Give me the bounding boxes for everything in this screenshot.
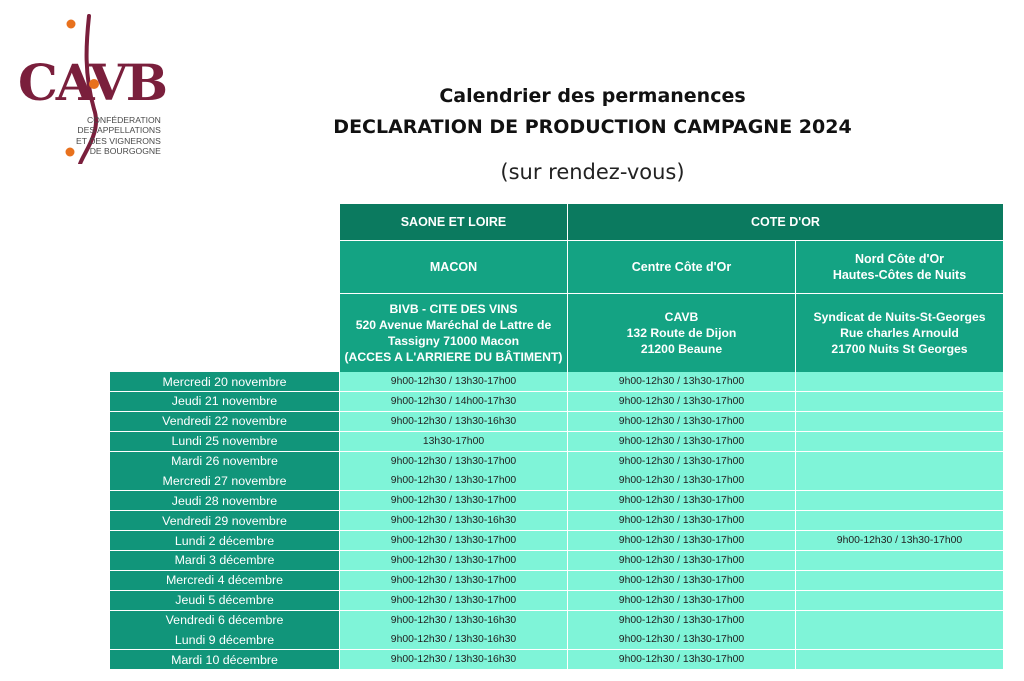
row-slot-centre: 9h00-12h30 / 13h30-17h00 (568, 591, 796, 611)
row-slot-centre: 9h00-12h30 / 13h30-17h00 (568, 471, 796, 491)
row-date: Vendredi 22 novembre (110, 412, 340, 432)
logo-line: DES APPELLATIONS (77, 125, 161, 136)
row-slot-nord (796, 611, 1004, 631)
row-slot-nord (796, 432, 1004, 452)
page-title: Calendrier des permanences (439, 85, 746, 107)
address-line: 520 Avenue Maréchal de Lattre de (355, 318, 552, 332)
row-slot-centre: 9h00-12h30 / 13h30-17h00 (568, 491, 796, 511)
row-slot-nord (796, 412, 1004, 432)
address-line: 132 Route de Dijon (626, 326, 737, 340)
row-slot-nord (796, 511, 1004, 531)
row-slot-macon: 9h00-12h30 / 13h30-17h00 (340, 452, 568, 472)
row-slot-centre: 9h00-12h30 / 13h30-17h00 (568, 531, 796, 551)
zone-nord-line: Nord Côte d'Or (854, 252, 945, 266)
row-date: Mardi 26 novembre (110, 452, 340, 472)
address-line: CAVB (664, 310, 699, 324)
row-slot-nord (796, 551, 1004, 571)
address-nord (796, 293, 1004, 372)
logo-line: ET DES VIGNERONS (76, 135, 161, 146)
zone-centre-cote-d-or: Centre Côte d'Or (568, 240, 796, 293)
row-date: Mercredi 4 décembre (110, 571, 340, 591)
row-date: Vendredi 29 novembre (110, 511, 340, 531)
row-slot-centre: 9h00-12h30 / 13h30-17h00 (568, 511, 796, 531)
logo-line: CONFÉDERATION (87, 115, 161, 125)
row-slot-centre: 9h00-12h30 / 13h30-17h00 (568, 372, 796, 392)
row-slot-centre: 9h00-12h30 / 13h30-17h00 (568, 551, 796, 571)
address-macon (340, 293, 568, 372)
row-slot-nord (796, 630, 1004, 650)
row-date: Jeudi 28 novembre (110, 491, 340, 511)
address-line: (ACCES A L'ARRIERE DU BÂTIMENT) (344, 350, 563, 364)
row-slot-centre: 9h00-12h30 / 13h30-17h00 (568, 571, 796, 591)
cavb-logo (14, 14, 184, 164)
row-slot-macon: 9h00-12h30 / 13h30-16h30 (340, 650, 568, 670)
logo-acronym: CAVB (18, 53, 167, 112)
zone-nord-line: Hautes-Côtes de Nuits (832, 268, 967, 282)
row-slot-nord (796, 452, 1004, 472)
row-slot-macon: 9h00-12h30 / 13h30-17h00 (340, 571, 568, 591)
row-slot-macon: 9h00-12h30 / 14h00-17h30 (340, 392, 568, 412)
row-date: Vendredi 6 décembre (110, 611, 340, 631)
row-date: Jeudi 5 décembre (110, 591, 340, 611)
row-slot-nord (796, 571, 1004, 591)
row-slot-nord (796, 392, 1004, 412)
address-line: Tassigny 71000 Macon (387, 334, 520, 348)
zone-nord-cote-d-or (796, 240, 1004, 293)
region-saone-et-loire: SAONE ET LOIRE (340, 204, 568, 240)
page-subtitle: (sur rendez-vous) (500, 160, 685, 184)
row-slot-nord (796, 491, 1004, 511)
page-heading: DECLARATION DE PRODUCTION CAMPAGNE 2024 (333, 116, 852, 138)
logo-line: DE BOURGOGNE (89, 145, 161, 156)
row-date: Mercredi 27 novembre (110, 471, 340, 491)
row-slot-centre: 9h00-12h30 / 13h30-17h00 (568, 412, 796, 432)
row-slot-centre: 9h00-12h30 / 13h30-17h00 (568, 611, 796, 631)
row-slot-macon: 9h00-12h30 / 13h30-17h00 (340, 372, 568, 392)
address-line: BIVB - CITE DES VINS (389, 302, 518, 316)
row-slot-centre: 9h00-12h30 / 13h30-17h00 (568, 650, 796, 670)
row-slot-nord (796, 471, 1004, 491)
row-date: Mercredi 20 novembre (110, 372, 340, 392)
row-slot-macon: 9h00-12h30 / 13h30-17h00 (340, 591, 568, 611)
zone-macon: MACON (340, 240, 568, 293)
logo-subtitle (76, 115, 161, 156)
row-date: Mardi 3 décembre (110, 551, 340, 571)
row-slot-centre: 9h00-12h30 / 13h30-17h00 (568, 432, 796, 452)
address-line: 21200 Beaune (640, 342, 723, 356)
row-slot-nord: 9h00-12h30 / 13h30-17h00 (796, 531, 1004, 551)
row-date: Mardi 10 décembre (110, 650, 340, 670)
address-line: Rue charles Arnould (840, 326, 959, 340)
row-date: Lundi 2 décembre (110, 531, 340, 551)
address-centre (568, 293, 796, 372)
address-line: 21700 Nuits St Georges (831, 342, 968, 356)
row-slot-centre: 9h00-12h30 / 13h30-17h00 (568, 392, 796, 412)
row-slot-centre: 9h00-12h30 / 13h30-17h00 (568, 452, 796, 472)
row-slot-macon: 9h00-12h30 / 13h30-17h00 (340, 471, 568, 491)
row-slot-centre: 9h00-12h30 / 13h30-17h00 (568, 630, 796, 650)
row-slot-macon: 9h00-12h30 / 13h30-17h00 (340, 491, 568, 511)
row-date: Lundi 25 novembre (110, 432, 340, 452)
row-slot-nord (796, 591, 1004, 611)
row-slot-nord (796, 650, 1004, 670)
row-slot-macon: 9h00-12h30 / 13h30-16h30 (340, 511, 568, 531)
row-slot-macon: 9h00-12h30 / 13h30-17h00 (340, 531, 568, 551)
region-cote-d-or: COTE D'OR (568, 204, 1004, 240)
row-slot-macon: 9h00-12h30 / 13h30-16h30 (340, 630, 568, 650)
row-slot-macon: 9h00-12h30 / 13h30-16h30 (340, 611, 568, 631)
address-line: Syndicat de Nuits-St-Georges (813, 310, 986, 324)
row-slot-macon: 13h30-17h00 (340, 432, 568, 452)
row-date: Lundi 9 décembre (110, 630, 340, 650)
row-slot-macon: 9h00-12h30 / 13h30-16h30 (340, 412, 568, 432)
row-date: Jeudi 21 novembre (110, 392, 340, 412)
row-slot-nord (796, 372, 1004, 392)
row-slot-macon: 9h00-12h30 / 13h30-17h00 (340, 551, 568, 571)
